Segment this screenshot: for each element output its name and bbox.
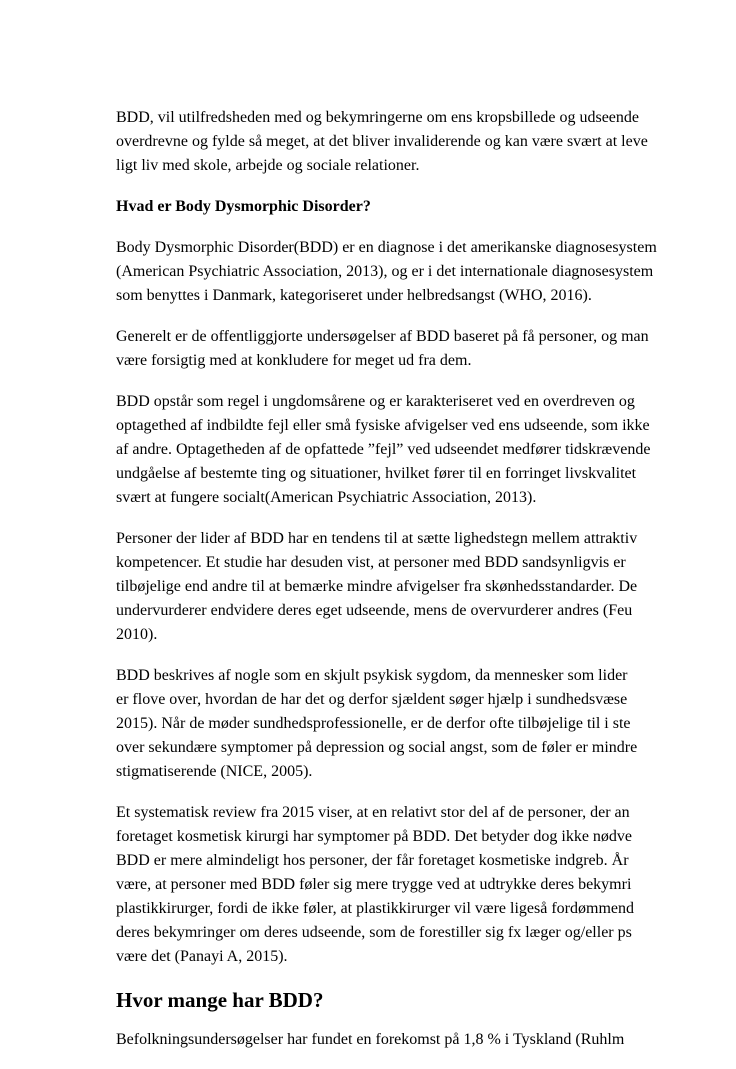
text-line: undervurderer endvidere deres eget udseende, mens de overvurderer andres (Feu: [116, 602, 633, 619]
text-line: Generelt er de offentliggjorte undersøgelser af BDD baseret på få personer, og man: [116, 328, 649, 345]
paragraph: [116, 801, 736, 969]
text-line: Et systematisk review fra 2015 viser, at en relativt stor del af de personer, der an: [116, 804, 630, 821]
text-line: være det (Panayi A, 2015).: [116, 948, 288, 965]
text-line: af andre. Optagetheden af de opfattede ”fejl” ved udseendet medfører tidskrævende: [116, 441, 651, 458]
paragraph: [116, 325, 736, 373]
section-heading: Hvor mange har BDD?: [116, 988, 324, 1012]
paragraph: [116, 390, 736, 510]
text-line: BDD beskrives af nogle som en skjult psykisk sygdom, da mennesker som lider: [116, 667, 628, 684]
text-line: er flove over, hvordan de har det og derfor sjældent søger hjælp i sundhedsvæse: [116, 691, 628, 708]
paragraph: [116, 527, 736, 647]
text-line: tilbøjelige end andre til at bemærke mindre afvigelser fra skønhedsstandarder. De: [116, 578, 638, 595]
text-line: være forsigtig med at konkludere for meget ud fra dem.: [116, 352, 472, 369]
text-line: deres bekymringer om deres udseende, som de forestiller sig fx læger og/eller ps: [116, 924, 632, 941]
text-line: over sekundære symptomer på depression og social angst, som de føler er mindre: [116, 739, 638, 756]
text-line: kompetencer. Et studie har desuden vist, at personer med BDD sandsynligvis er: [116, 554, 626, 571]
paragraph: [116, 106, 736, 178]
text-line: BDD, vil utilfredsheden med og bekymringerne om ens kropsbillede og udseende: [116, 109, 639, 126]
text-line: som benyttes i Danmark, kategoriseret under helbredsangst (WHO, 2016).: [116, 287, 592, 304]
text-line: 2010).: [116, 626, 158, 643]
text-line: ligt liv med skole, arbejde og sociale relationer.: [116, 157, 420, 174]
text-line: (American Psychiatric Association, 2013), og er i det internationale diagnosesystem: [116, 263, 654, 280]
text-line: Befolkningsundersøgelser har fundet en forekomst på 1,8 % i Tyskland (Ruhlm: [116, 1031, 625, 1048]
text-line: optagethed af indbildte fejl eller små fysiske afvigelser ved ens udseende, som ikke: [116, 417, 650, 434]
paragraph: [116, 664, 736, 784]
text-line: foretaget kosmetisk kirurgi har symptomer på BDD. Det betyder dog ikke nødve: [116, 828, 633, 845]
text-line: stigmatiserende (NICE, 2005).: [116, 763, 313, 780]
paragraph: [116, 236, 736, 308]
text-line: Personer der lider af BDD har en tendens til at sætte lighedstegn mellem attraktiv: [116, 530, 638, 547]
text-line: Body Dysmorphic Disorder(BDD) er en diagnose i det amerikanske diagnosesystem: [116, 239, 657, 256]
paragraph: [116, 1028, 736, 1052]
document-body: [116, 106, 736, 1069]
text-line: plastikkirurger, fordi de ikke føler, at plastikkirurger vil være ligeså fordømmend: [116, 900, 634, 917]
text-line: 2015). Når de møder sundhedsprofessionelle, er de derfor ofte tilbøjelige til i ste: [116, 715, 631, 732]
subsection-heading: Hvad er Body Dysmorphic Disorder?: [116, 198, 371, 215]
text-line: være, at personer med BDD føler sig mere trygge ved at udtrykke deres bekymri: [116, 876, 632, 893]
text-line: BDD er mere almindeligt hos personer, der får foretaget kosmetiske indgreb. År: [116, 852, 629, 869]
text-line: undgåelse af bestemte ting og situationer, hvilket fører til en forringet livskvalitet: [116, 465, 637, 482]
text-line: overdrevne og fylde så meget, at det bliver invaliderende og kan være svært at leve: [116, 133, 648, 150]
text-line: BDD opstår som regel i ungdomsårene og er karakteriseret ved en overdreven og: [116, 393, 635, 410]
text-line: svært at fungere socialt(American Psychiatric Association, 2013).: [116, 489, 537, 506]
